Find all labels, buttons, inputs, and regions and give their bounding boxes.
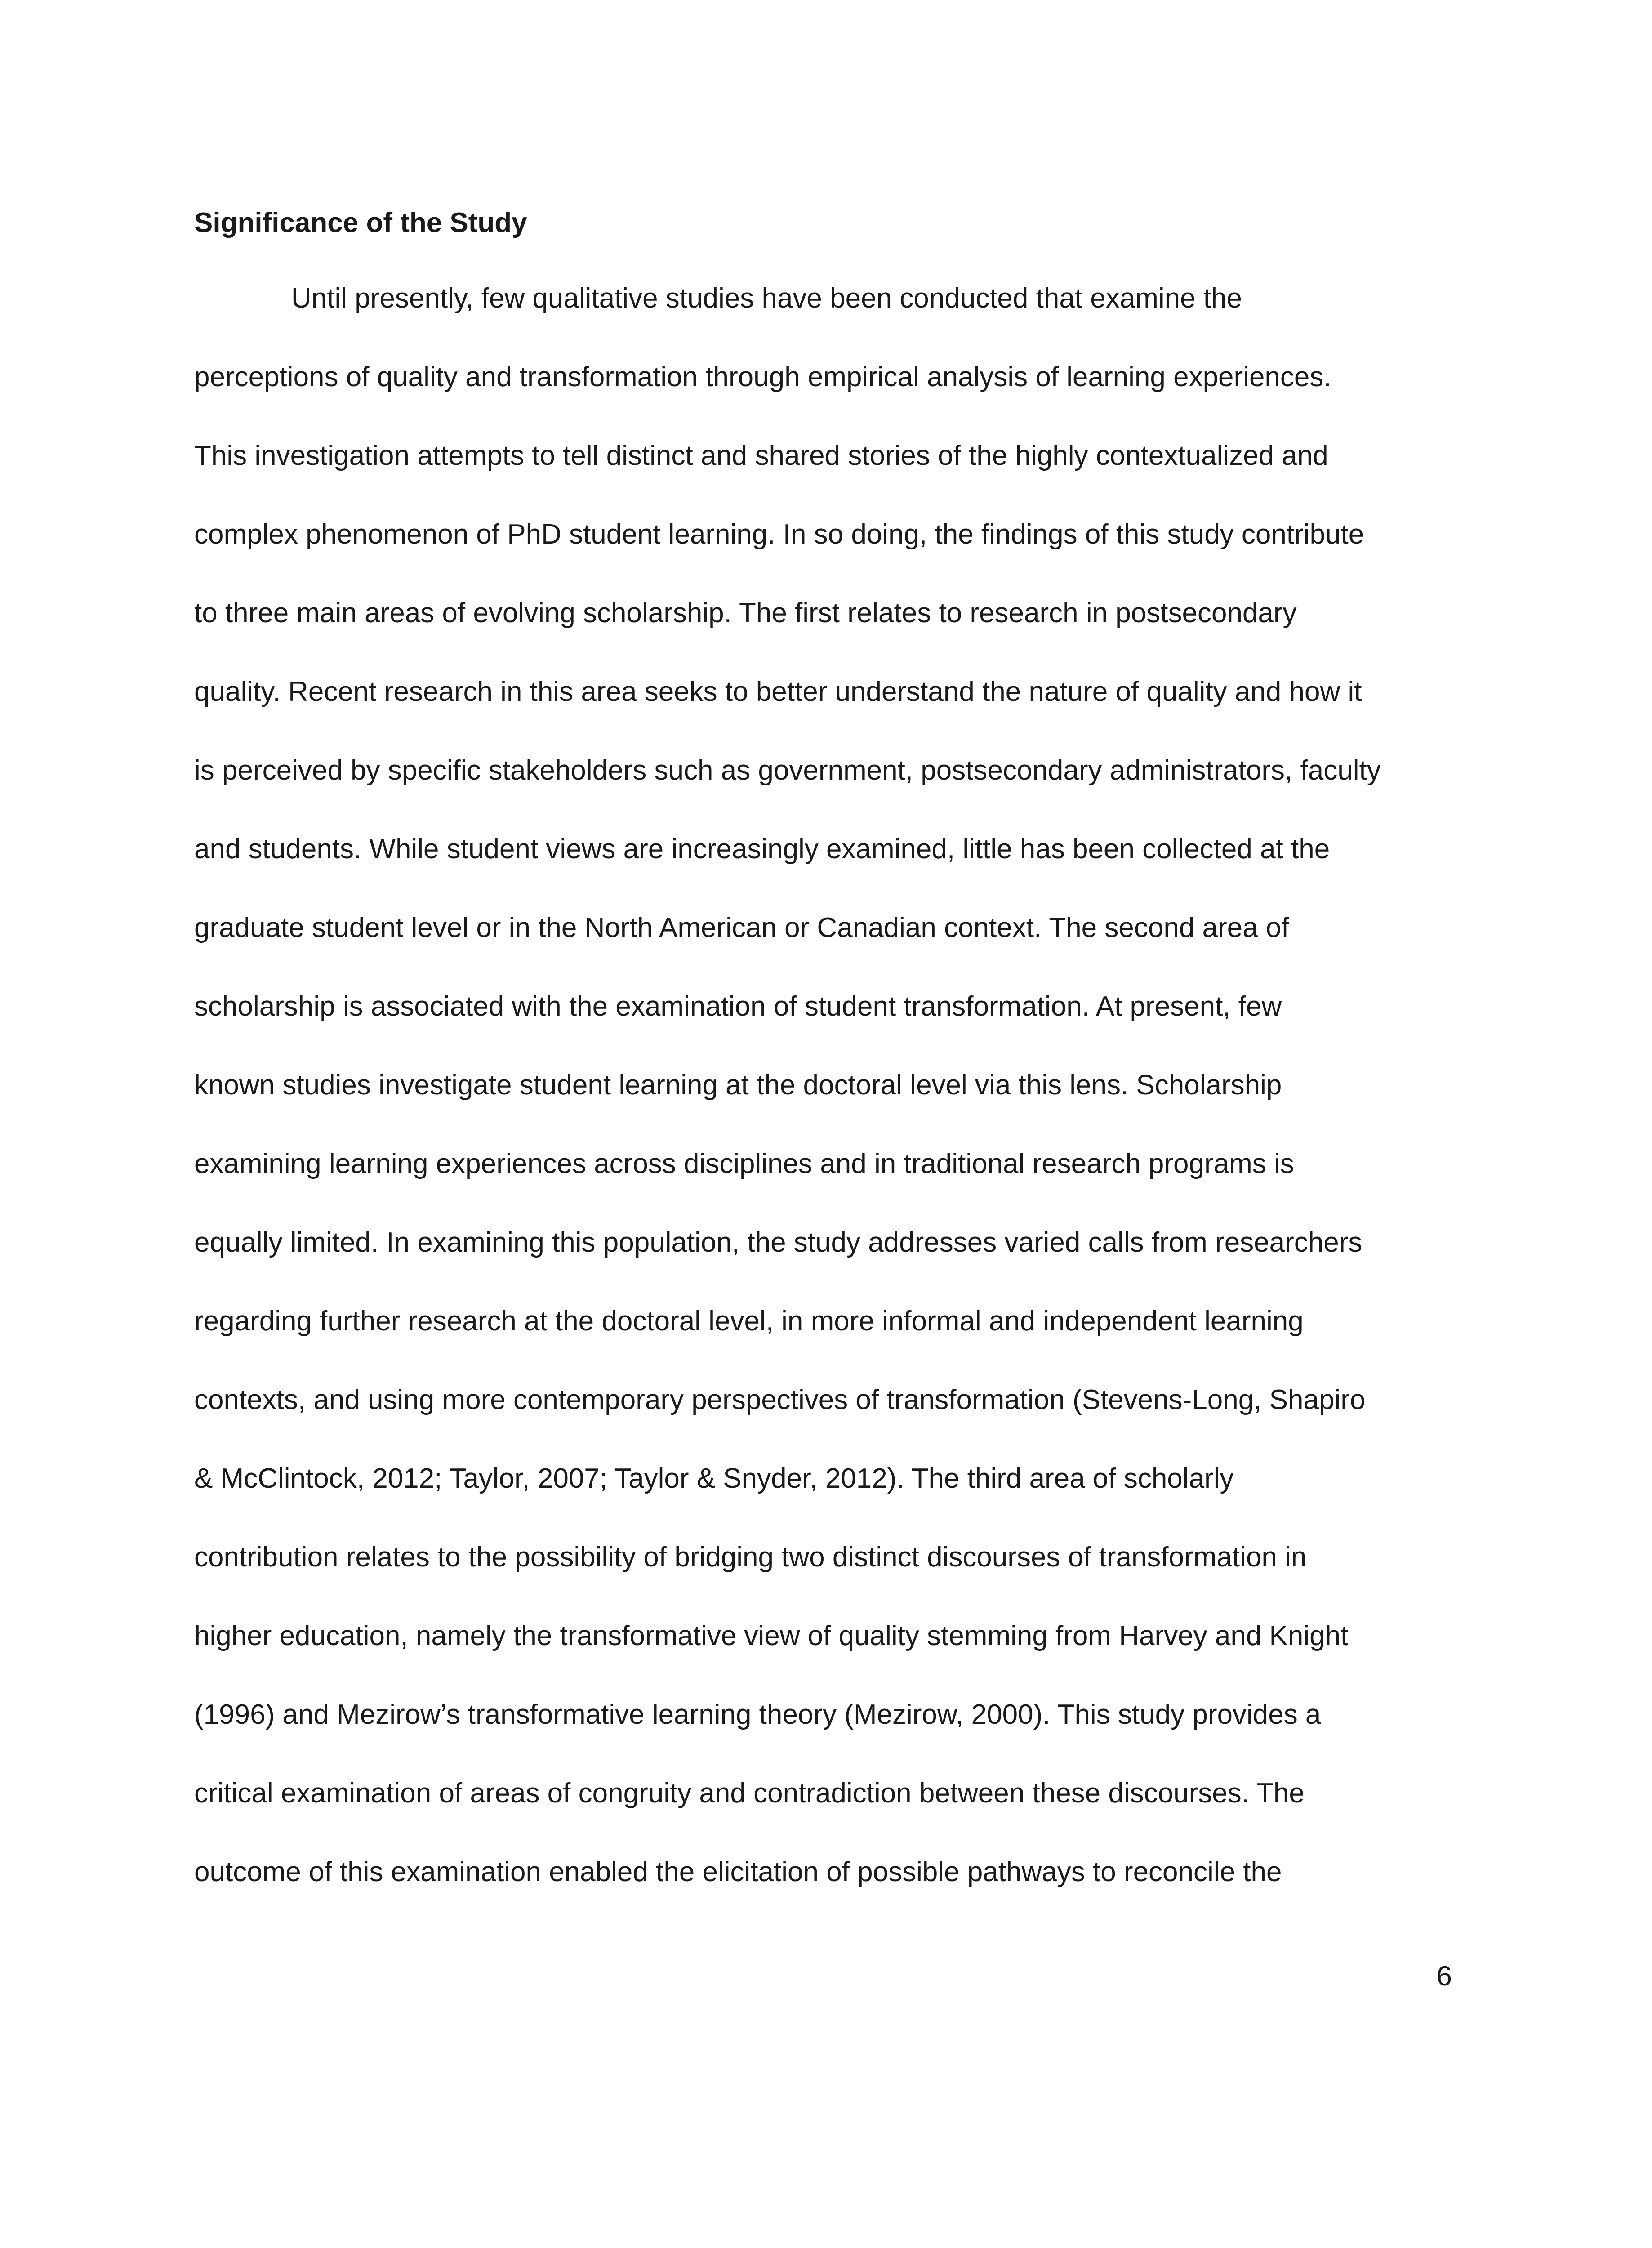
paragraph-line-4: complex phenomenon of PhD student learning. In so doing, the findings of this study contribute	[194, 519, 1364, 550]
paragraph-line-19: (1996) and Mezirow’s transformative learning theory (Mezirow, 2000). This study provides a	[194, 1699, 1321, 1730]
paragraph-line-21: outcome of this examination enabled the elicitation of possible pathways to reconcile the	[194, 1856, 1282, 1887]
paragraph-line-14: regarding further research at the doctoral level, in more informal and independent learning	[194, 1306, 1304, 1337]
paragraph-line-12: examining learning experiences across disciplines and in traditional research programs is	[194, 1148, 1294, 1179]
page-number: 6	[1436, 1961, 1452, 1992]
paragraph-line-2: perceptions of quality and transformation through empirical analysis of learning experiences.	[194, 361, 1331, 393]
paragraph-line-18: higher education, namely the transformative view of quality stemming from Harvey and Knight	[194, 1620, 1349, 1651]
paragraph-line-9: graduate student level or in the North American or Canadian context. The second area of	[194, 912, 1289, 943]
paragraph-line-10: scholarship is associated with the examination of student transformation. At present, few	[194, 991, 1282, 1022]
paragraph-line-8: and students. While student views are increasingly examined, little has been collected at the	[194, 834, 1330, 865]
paragraph-line-20: critical examination of areas of congruity and contradiction between these discourses. The	[194, 1778, 1305, 1809]
paragraph-line-13: equally limited. In examining this population, the study addresses varied calls from researchers	[194, 1227, 1363, 1258]
paragraph-line-3: This investigation attempts to tell distinct and shared stories of the highly contextualized and	[194, 440, 1328, 471]
paragraph-line-11: known studies investigate student learning at the doctoral level via this lens. Scholarship	[194, 1070, 1282, 1101]
paragraph-line-7: is perceived by specific stakeholders such as government, postsecondary administrators, faculty	[194, 755, 1381, 786]
paragraph-line-5: to three main areas of evolving scholarship. The first relates to research in postsecondary	[194, 598, 1297, 629]
paragraph-line-6: quality. Recent research in this area seeks to better understand the nature of quality and how it	[194, 676, 1362, 707]
paragraph-line-1: Until presently, few qualitative studies have been conducted that examine the	[291, 283, 1242, 314]
paragraph-line-16: & McClintock, 2012; Taylor, 2007; Taylor & Snyder, 2012). The third area of scholarly	[194, 1463, 1234, 1494]
paragraph-line-15: contexts, and using more contemporary perspectives of transformation (Stevens-Long, Shapiro	[194, 1384, 1366, 1415]
section-heading: Significance of the Study	[194, 207, 527, 238]
paragraph-line-17: contribution relates to the possibility of bridging two distinct discourses of transformation in	[194, 1542, 1307, 1573]
